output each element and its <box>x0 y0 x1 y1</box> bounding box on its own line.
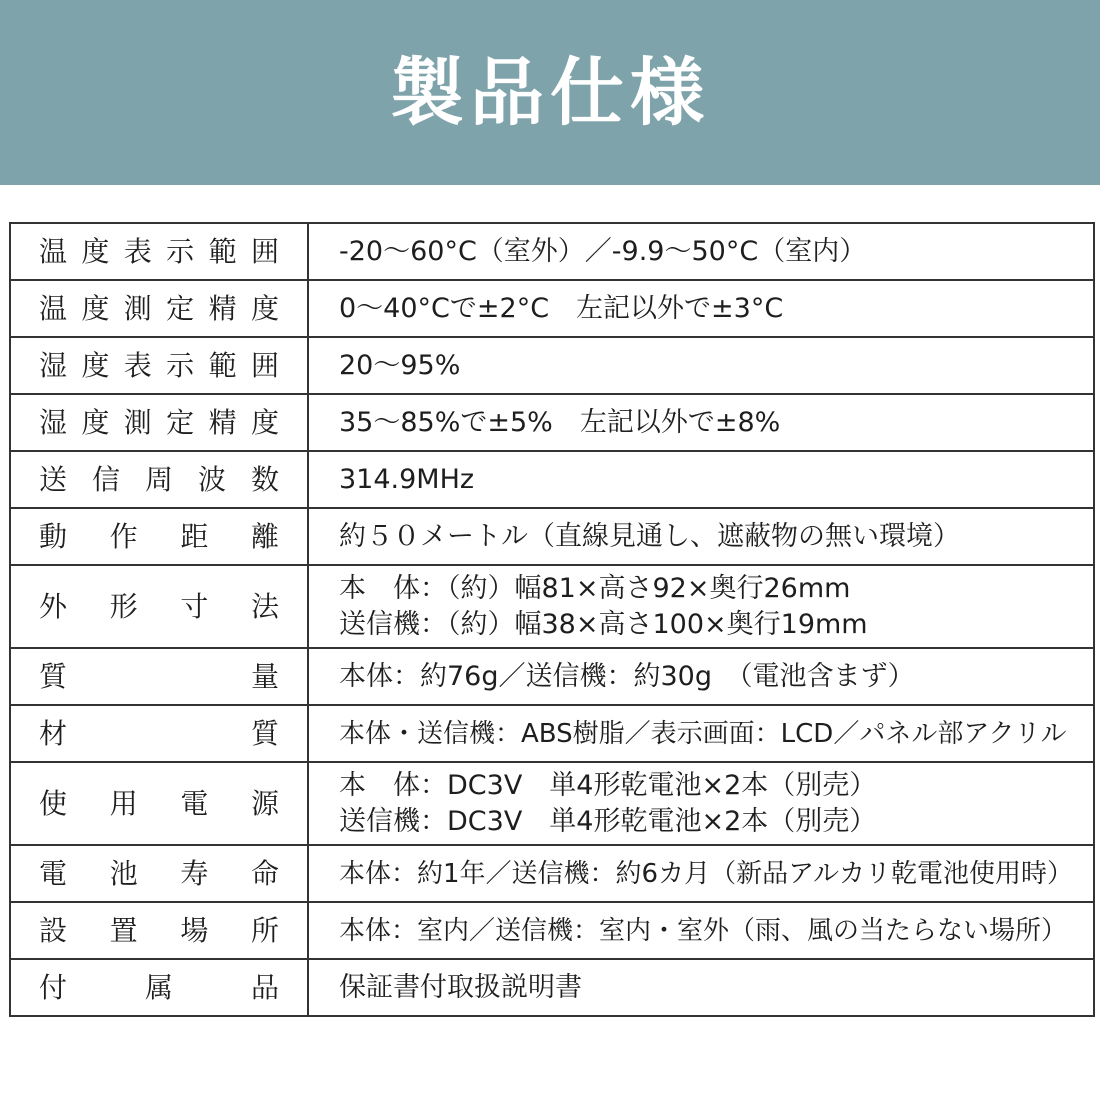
spec-label-char: 表 <box>123 348 152 382</box>
spec-label <box>11 659 307 693</box>
spec-label-cell <box>10 648 308 705</box>
spec-row <box>10 648 1094 705</box>
spec-label-char: 送 <box>39 462 68 496</box>
spec-value: 本体：室内／送信機：室内・室外（雨、風の当たらない場所） <box>339 915 1068 946</box>
spec-label-char: 法 <box>250 589 279 623</box>
spec-label-char: 付 <box>39 970 68 1004</box>
spec-label-char: 命 <box>250 856 279 890</box>
spec-label-char: 数 <box>250 462 279 496</box>
spec-label-char: 定 <box>166 291 195 325</box>
spec-label-char: 池 <box>109 856 138 890</box>
spec-label-char: 周 <box>144 462 173 496</box>
spec-value: 0〜40°Cで±2°C 左記以外で±3°C <box>339 292 784 324</box>
spec-value: 本 体：（約）幅81×高さ92×奥行26mm <box>339 572 851 604</box>
spec-row <box>10 705 1094 762</box>
spec-label-char: 形 <box>109 589 138 623</box>
spec-label-char: 度 <box>81 348 110 382</box>
spec-label-cell <box>10 902 308 959</box>
spec-value: 20〜95% <box>339 349 461 381</box>
spec-label <box>11 234 307 268</box>
spec-label-cell <box>10 762 308 845</box>
spec-label-char: 囲 <box>250 348 279 382</box>
spec-label-char: 電 <box>39 856 68 890</box>
spec-label-cell <box>10 508 308 565</box>
spec-label-char: 材 <box>39 716 68 750</box>
spec-row <box>10 959 1094 1016</box>
spec-label <box>11 589 307 623</box>
spec-label-char: 湿 <box>39 405 68 439</box>
spec-value-cell <box>308 451 1094 508</box>
spec-value: 本 体：DC3V 単4形乾電池×2本（別売） <box>339 769 877 801</box>
spec-label-cell <box>10 451 308 508</box>
spec-value-cell <box>308 565 1094 648</box>
spec-value: 35〜85%で±5% 左記以外で±8% <box>339 406 781 438</box>
spec-label-char: 精 <box>208 405 237 439</box>
spec-row <box>10 394 1094 451</box>
spec-value: 本体：約76g／送信機：約30g （電池含まず） <box>339 660 915 692</box>
spec-value-cell <box>308 902 1094 959</box>
spec-value-cell <box>308 223 1094 280</box>
spec-row <box>10 451 1094 508</box>
spec-value: 送信機：DC3V 単4形乾電池×2本（別売） <box>339 805 877 837</box>
spec-label-char: 示 <box>166 348 195 382</box>
spec-label <box>11 348 307 382</box>
spec-label-char: 度 <box>250 291 279 325</box>
spec-label-cell <box>10 223 308 280</box>
spec-row <box>10 845 1094 902</box>
spec-table-body <box>10 223 1094 1016</box>
spec-value-cell <box>308 508 1094 565</box>
spec-label-char: 波 <box>197 462 226 496</box>
spec-label <box>11 291 307 325</box>
spec-label-char: 用 <box>109 786 138 820</box>
spec-label-cell <box>10 565 308 648</box>
spec-label-char: 品 <box>250 970 279 1004</box>
spec-value-cell <box>308 648 1094 705</box>
spec-label-char: 作 <box>109 519 138 553</box>
spec-label <box>11 519 307 553</box>
spec-label-char: 度 <box>81 291 110 325</box>
spec-value-cell <box>308 394 1094 451</box>
spec-value-cell <box>308 845 1094 902</box>
spec-table <box>9 222 1095 1017</box>
spec-label-char: 温 <box>39 234 68 268</box>
spec-label-char: 定 <box>166 405 195 439</box>
spec-row <box>10 337 1094 394</box>
spec-label <box>11 913 307 947</box>
spec-value: 314.9MHz <box>339 463 475 495</box>
spec-label-char: 測 <box>123 405 152 439</box>
spec-value: 約５０メートル（直線見通し、遮蔽物の無い環境） <box>339 520 960 552</box>
page-title: 製品仕様 <box>390 49 710 136</box>
spec-value-cell <box>308 280 1094 337</box>
spec-label-char: 離 <box>250 519 279 553</box>
spec-value-cell <box>308 337 1094 394</box>
spec-label-char: 範 <box>208 234 237 268</box>
spec-label-char: 量 <box>250 659 279 693</box>
spec-label-char: 囲 <box>250 234 279 268</box>
spec-label-char: 度 <box>81 234 110 268</box>
spec-row <box>10 280 1094 337</box>
spec-value-cell <box>308 959 1094 1016</box>
spec-row <box>10 762 1094 845</box>
spec-row <box>10 902 1094 959</box>
header-banner <box>0 0 1100 185</box>
spec-label <box>11 405 307 439</box>
spec-value: 本体・送信機：ABS樹脂／表示画面：LCD／パネル部アクリル <box>339 718 1067 749</box>
spec-label-char: 度 <box>81 405 110 439</box>
spec-label-char: 源 <box>250 786 279 820</box>
spec-label-cell <box>10 280 308 337</box>
spec-label-char: 属 <box>144 970 173 1004</box>
spec-label-char: 場 <box>180 913 209 947</box>
spec-label-cell <box>10 394 308 451</box>
spec-label-char: 外 <box>39 589 68 623</box>
spec-value: 送信機：（約）幅38×高さ100×奥行19mm <box>339 608 868 640</box>
spec-label-char: 度 <box>250 405 279 439</box>
spec-label-char: 質 <box>39 659 68 693</box>
spec-label-cell <box>10 845 308 902</box>
spec-row <box>10 565 1094 648</box>
spec-label-char: 寿 <box>180 856 209 890</box>
spec-label-char: 温 <box>39 291 68 325</box>
spec-label-char: 測 <box>123 291 152 325</box>
spec-label-char: 湿 <box>39 348 68 382</box>
spec-label-char: 質 <box>250 716 279 750</box>
spec-label-cell <box>10 337 308 394</box>
spec-label-char: 距 <box>180 519 209 553</box>
spec-label-char: 設 <box>39 913 68 947</box>
spec-label-char: 示 <box>166 234 195 268</box>
spec-row <box>10 223 1094 280</box>
spec-label <box>11 970 307 1004</box>
spec-value: 保証書付取扱説明書 <box>339 971 582 1003</box>
spec-label-char: 精 <box>208 291 237 325</box>
spec-label-char: 寸 <box>180 589 209 623</box>
spec-label-cell <box>10 959 308 1016</box>
spec-value: -20〜60°C（室外）／-9.9〜50°C（室内） <box>339 235 867 267</box>
spec-label-cell <box>10 705 308 762</box>
spec-label-char: 範 <box>208 348 237 382</box>
spec-label-char: 表 <box>123 234 152 268</box>
spec-label-char: 置 <box>109 913 138 947</box>
spec-value: 本体：約1年／送信機：約6カ月（新品アルカリ乾電池使用時） <box>339 858 1074 889</box>
spec-value-cell <box>308 705 1094 762</box>
spec-label-char: 使 <box>39 786 68 820</box>
spec-label-char: 動 <box>39 519 68 553</box>
spec-label-char: 所 <box>250 913 279 947</box>
spec-value-cell <box>308 762 1094 845</box>
spec-label <box>11 716 307 750</box>
spec-label <box>11 856 307 890</box>
spec-label-char: 信 <box>91 462 120 496</box>
spec-label <box>11 462 307 496</box>
spec-label <box>11 786 307 820</box>
spec-row <box>10 508 1094 565</box>
spec-label-char: 電 <box>180 786 209 820</box>
